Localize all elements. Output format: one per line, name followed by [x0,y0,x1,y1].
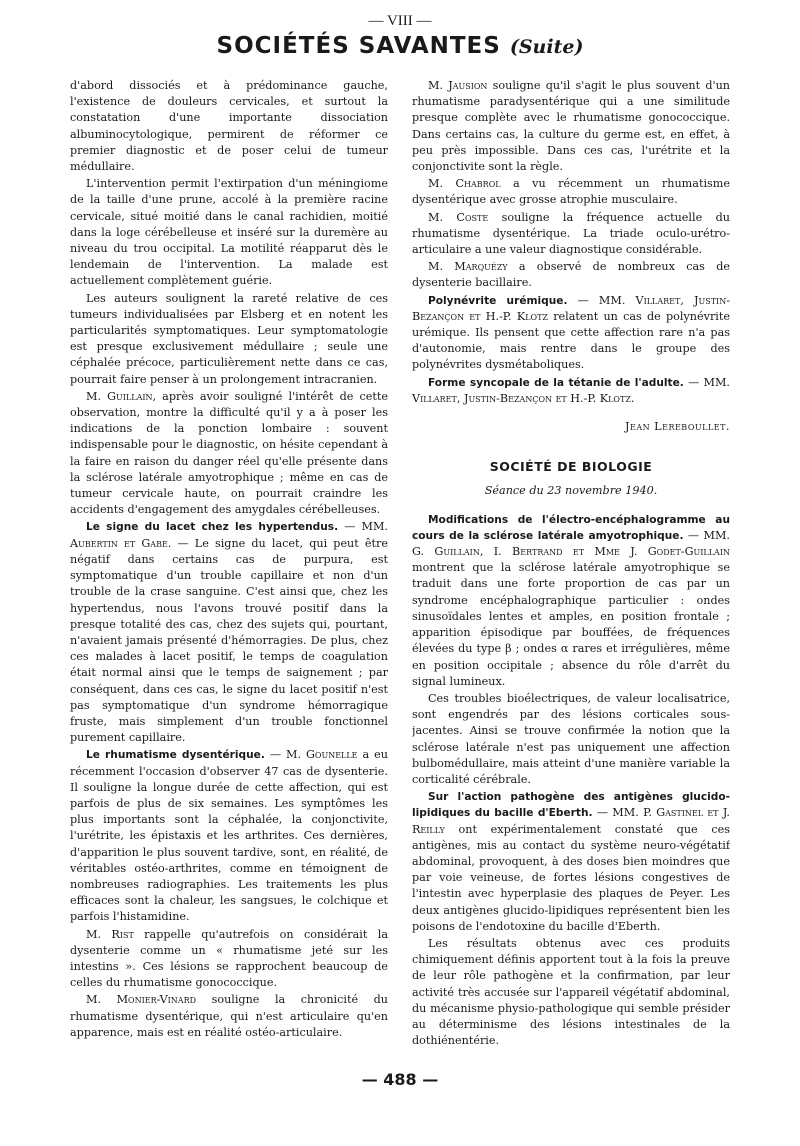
page-title [0,32,800,61]
article-authors: — M. Gounelle [264,748,358,762]
session-date: Séance du 23 novembre 1940. [484,484,658,498]
signature: Jean Lereboullet. [625,420,730,434]
paragraph: L'intervention permit l'extirpation d'un méningiome de la taille d'une prune, accolé à la première racine cervicale, situé moitié dans le canal rachidien, moitié dans la loge cérébelleuse et inséré sur la duremère au niveau du trou occipital. La motilité réapparut dès le lendemain de l'intervention. La malade est actuellement complètement guérie. [70,177,388,288]
paragraph-text: a vu récemment un rhumatisme dysentérique avec grosse atrophie musculaire. [412,177,730,207]
paragraph-text: a eu récemment l'occasion d'observer 47 cas de dysenterie. Il souligne la longue durée de cette affection, qui est parfois de plus de six semaines. Les symptômes les plus importants sont la céphalée, la conjonctivite, l'urétrite, les épistaxis et les arthrites. Ces dernières, d'apparition le plus souvent tardive, sont, en réalité, de véritables ostéo-arthrites, comme en témoignent de nombreuses radiographies. Les traitements les plus efficaces sont la chaleur, les sangsues, le colchique et parfois l'histamidine. [70,748,388,924]
paragraph [70,927,388,992]
paragraph [412,176,730,208]
paragraph-text: Le signe du lacet, qui peut être négatif dans certains cas de purpura, est symptomatique d'un trouble capillaire et non d'un trouble de la crase sanguine. C'est ainsi que, chez les hypertendus, nous l'avons trouvé positif dans la presque totalité des cas, chez des sujets qui, pourtant, n'avaient jamais présenté d'hémorragies. De plus, chez ces malades à lacet positif, le temps de coagulation était normal ainsi que le temps de saignement ; par conséquent, dans ces cas, le signe du lacet positif n'est pas symptomatique d'un syndrome hémorragique fruste, mais simplement d'un trouble fonctionnel purement capillaire. [70,536,388,745]
title-main: SOCIÉTÉS SAVANTES [216,33,501,59]
paragraph [70,992,388,1041]
paragraph [70,747,388,925]
author-name: M. Rist [86,927,134,941]
page-header [0,12,800,61]
paragraph [412,259,730,291]
paragraph-text: a observé de nombreux cas de dysenterie bacillaire. [412,260,730,290]
paragraph: Les résultats obtenus avec ces produits chimiquement définis apportent tout à la fois la preuve de leur rôle pathogène et la confirmation, par leur activité très accusée sur l'appareil végétatif abdominal, du mécanisme physio-pathologique qui semble présider au déterminisme des lésions intestinales de la dothiénentérie. [412,936,730,1048]
paragraph-text: montrent que la sclérose latérale amyotrophique se traduit dans une forte proportion de cas par un syndrome encéphalographique particulier : ondes sinusoïdales lentes et amples, en position frontale ; apparition épisodique par bouffées, de fréquences élevées du type β ; ondes α rares et irrégulières, même en position occipitale ; absence du rôle d'arrêt du signal lumineux. [412,561,730,688]
paragraph-text: souligne qu'il s'agit le plus souvent d'un rhumatisme paradysentérique qui a une similitude presque complète avec le rhumatisme gonococcique. Dans certains cas, la culture du germe est, en effet, à peu près impossible. Dans ces cas, l'urétrite et la conjonctivite sont la règle. [412,79,730,174]
right-column [412,78,730,1068]
article-authors: — MM. Aubertin et Gabe. — [70,520,388,550]
paragraph [412,512,730,690]
author-name: M. Coste [428,210,489,224]
paragraph [70,519,388,746]
paragraph [412,210,730,259]
paragraph [70,389,388,519]
paragraph: Les auteurs soulignent la rareté relative de ces tumeurs individualisées par Elsberg et en notent les particularités symptomatiques. Leur symptomatologie est presque exclusivement médullaire ; seule une céphalée précoce, particulièrement nette dans ce cas, pourrait faire penser à un prolongement intracranien. [70,291,388,386]
article-title: Modifications de l'électro-encéphalogramme au cours de la sclérose latérale amyotrophique. [412,513,730,542]
paragraph-text: relatent un cas de polynévrite urémique. Ils pensent que cette affection rare n'a pas d'autonomie, mais rentre dans le groupe des polynévrites dysmétaboliques. [412,309,730,372]
paragraph [412,78,730,175]
paragraph [412,375,730,407]
article-authors: — MM. P. Gastinel et J. Reilly [412,806,730,836]
article-title: Le signe du lacet chez les hypertendus. [86,521,339,534]
roman-page-number: — VIII — [368,13,432,29]
paragraph: Ces troubles bioélectriques, de valeur localisatrice, sont engendrés par des lésions corticales sous-jacentes. Ainsi se trouve confirmée la notion que la sclérose latérale n'est pas uniquement une affection bulbomédullaire, mais atteint d'une manière variable la corticalité cérébrale. [412,691,730,786]
paragraph: d'abord dissociés et à prédominance gauche, l'existence de douleurs cervicales, et surtout la constatation d'une importante dissociation albuminocytologique, permirent de réformer ce premier diagnostic et de poser celui de tumeur médullaire. [70,79,388,174]
author-name: M. Marquézy [428,260,508,274]
title-suffix: (Suite) [509,36,584,58]
paragraph [412,293,730,374]
article-title: Forme syncopale de la tétanie de l'adulte. [428,376,684,389]
paragraph-text: souligne la fréquence actuelle du rhumatisme dysentérique. La triade oculo-urétro-articulaire a une valeur diagnostique considérable. [412,210,730,257]
article-title: Sur l'action pathogène des antigènes glucido-lipidiques du bacille d'Eberth. [412,791,730,820]
article-title: Le rhumatisme dysentérique. [86,749,265,762]
author-name: M. Guillain, [86,389,157,403]
paragraph-text: rappelle qu'autrefois on considérait la dysenterie comme un « rhumatisme jeté sur les intestins ». Ces lésions se rapprochent beaucoup de celles du rhumatisme gonococcique. [70,927,388,990]
section-title: SOCIÉTÉ DE BIOLOGIE [489,459,653,475]
author-name: M. Jausion [428,79,488,92]
article-authors: — MM. G. Guillain, I. Bertrand et Mme J. Godet-Guillain [412,528,730,559]
page-number: — 488 — [361,1070,439,1089]
paragraph [412,789,730,935]
author-name: M. Monier-Vinard [86,993,197,1007]
author-name: M. Chabrol [428,177,501,191]
article-authors: — MM. Villaret, Justin-Bezançon et H.-P. Klotz [412,293,730,323]
paragraph-text: après avoir souligné l'intérêt de cette observation, montre la difficulté qu'il y a à poser les indications de la ponction lombaire : souvent indispensable pour le diagnostic, on hésite cependant à la faire en raison du danger réel qu'elle présente dans la sclérose latérale amyotrophique ; même en cas de tumeur cervicale haute, on pourrait craindre les accidents d'engagement des amygdales cérébelleuses. [70,389,388,517]
left-column [70,78,388,1068]
article-authors: — MM. Villaret, Justin-Bezançon et H.-P. Klotz. [412,375,730,405]
paragraph-text: ont expérimentalement constaté que ces antigènes, mis au contact du système neuro-végétatif abdominal, provoquent, à des doses bien moindres que par voie veineuse, de fortes lésions congestives de l'intestin avec hyperplasie des plaques de Peyer. Les deux antigènes glucido-lipidiques représentent bien les poisons de l'endotoxine du bacille d'Eberth. [412,822,730,933]
article-title: Polynévrite urémique. [428,294,568,307]
paragraph-text: souligne la chronicité du rhumatisme dysentérique, qui n'est articulaire qu'en apparence, mais est en réalité ostéo-articulaire. [70,993,388,1039]
